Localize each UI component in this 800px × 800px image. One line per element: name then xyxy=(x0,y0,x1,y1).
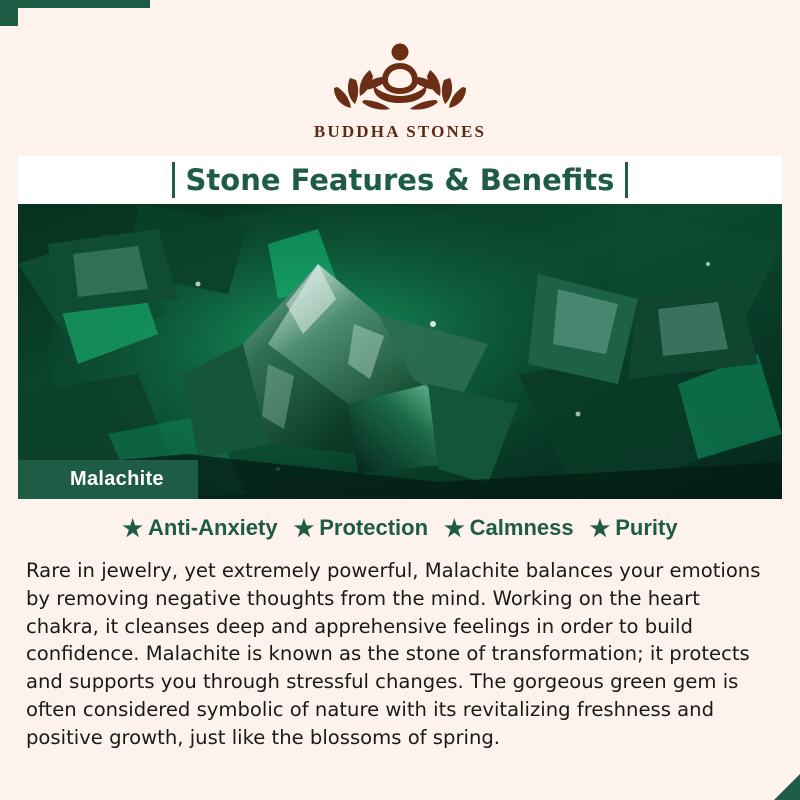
page-title: Stone Features & Benefits xyxy=(185,163,615,197)
benefit-item xyxy=(122,515,277,541)
benefit-item xyxy=(444,515,574,541)
benefit-label: Protection xyxy=(319,515,429,540)
star-icon: ★ xyxy=(293,514,315,541)
brand-name: BUDDHA STONES xyxy=(313,122,487,141)
star-icon: ★ xyxy=(122,514,144,541)
benefit-item xyxy=(294,515,428,541)
title-banner xyxy=(18,156,782,204)
content-container xyxy=(18,8,782,792)
benefit-label: Anti-Anxiety xyxy=(148,515,278,540)
malachite-crystal-illustration xyxy=(18,204,782,499)
benefit-item xyxy=(590,515,678,541)
brand-header xyxy=(18,8,782,142)
star-icon: ★ xyxy=(589,514,611,541)
benefit-label: Purity xyxy=(615,515,678,540)
star-icon: ★ xyxy=(444,514,465,541)
lotus-meditation-icon xyxy=(310,30,490,116)
stone-name-label: Malachite xyxy=(18,460,198,499)
description-paragraph: Rare in jewelry, yet extremely powerful, Malachite balances your emotions by removing negative thoughts from the mind. Working on the heart chakra, it cleanses deep and apprehensive feelings in order to build confidence. Malachite is known as the stone of transformation; it protects and supports you through stressful changes. The gorgeous green gem is often considered symbolic of nature with its revitalizing freshness and positive growth, just like the blossoms of spring. xyxy=(18,549,782,752)
left-edge-fill xyxy=(0,26,18,774)
benefits-row xyxy=(18,499,782,549)
hero-image xyxy=(18,204,782,499)
benefit-label: Calmness xyxy=(469,515,574,540)
